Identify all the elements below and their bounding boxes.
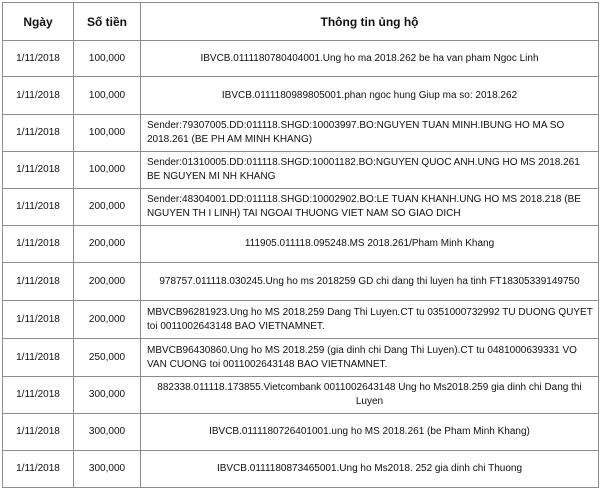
row-info: IBVCB.0111180989805001.phan ngoc hung Giup ma so: 2018.262 (141, 77, 599, 115)
row-amount: 100,000 (74, 77, 141, 115)
table-row (3, 226, 599, 263)
row-date: 1/11/2018 (3, 189, 74, 226)
row-amount: 100,000 (74, 41, 141, 77)
row-info: MBVCB96281923.Ung ho MS 2018.259 Dang Thi Luyen.CT tu 0351000732992 TU DUONG QUYET toi 0011002643148 BAO VIETNAMNET. (141, 301, 599, 339)
row-amount: 100,000 (74, 152, 141, 189)
row-info: Sender:79307005.DD:011118.SHGD:10003997.BO:NGUYEN TUAN MINH.IBUNG HO MA SO 2018.261 (BE PH AM MINH KHANG) (141, 115, 599, 152)
row-amount: 300,000 (74, 377, 141, 414)
table-row (3, 152, 599, 189)
row-date: 1/11/2018 (3, 451, 74, 488)
row-date: 1/11/2018 (3, 377, 74, 414)
row-date: 1/11/2018 (3, 115, 74, 152)
table-row (3, 301, 599, 339)
table-row (3, 339, 599, 377)
table-header-row (3, 3, 599, 41)
row-date: 1/11/2018 (3, 41, 74, 77)
row-info: 978757.011118.030245.Ung ho ms 2018259 GD chi dang thi luyen ha tinh FT18305339149750 (141, 263, 599, 301)
header-date: Ngày (3, 3, 74, 41)
row-amount: 200,000 (74, 226, 141, 263)
row-info: 111905.011118.095248.MS 2018.261/Pham Minh Khang (141, 226, 599, 263)
row-amount: 100,000 (74, 115, 141, 152)
row-date: 1/11/2018 (3, 152, 74, 189)
table-row (3, 377, 599, 414)
row-date: 1/11/2018 (3, 226, 74, 263)
table-row (3, 263, 599, 301)
header-info: Thông tin ủng hộ (141, 3, 599, 41)
row-info: IBVCB.0111180726401001.ung ho MS 2018.261 (be Pham Minh Khang) (141, 414, 599, 451)
donation-table (2, 2, 599, 488)
row-amount: 200,000 (74, 301, 141, 339)
row-amount: 250,000 (74, 339, 141, 377)
row-amount: 200,000 (74, 263, 141, 301)
row-info: IBVCB.0111180780404001.Ung ho ma 2018.262 be ha van pham Ngoc Linh (141, 41, 599, 77)
table-row (3, 451, 599, 488)
table-row (3, 41, 599, 77)
table-row (3, 77, 599, 115)
row-info: Sender:48304001.DD:011118.SHGD:10002902.BO:LE TUAN KHANH.UNG HO MS 2018.218 (BE NGUYEN TH I LINH) TAI NGOAI THUONG VIET NAM SO GIAO DICH (141, 189, 599, 226)
row-amount: 300,000 (74, 451, 141, 488)
row-amount: 300,000 (74, 414, 141, 451)
row-amount: 200,000 (74, 189, 141, 226)
header-amount: Số tiền (74, 3, 141, 41)
table-row (3, 414, 599, 451)
row-info: IBVCB.0111180873465001.Ung ho Ms2018. 252 gia dinh chi Thuong (141, 451, 599, 488)
row-date: 1/11/2018 (3, 77, 74, 115)
row-info: MBVCB96430860.Ung ho MS 2018.259 (gia dinh chi Dang Thi Luyen).CT tu 0481000639331 VO VAN CUONG toi 0011002643148 BAO VIETNAMNET. (141, 339, 599, 377)
row-date: 1/11/2018 (3, 301, 74, 339)
table-row (3, 115, 599, 152)
row-info: Sender:01310005.DD:011118.SHGD:10001182.BO:NGUYEN QUOC ANH.UNG HO MS 2018.261 BE NGUYEN MI NH KHANG (141, 152, 599, 189)
table-row (3, 189, 599, 226)
row-date: 1/11/2018 (3, 414, 74, 451)
row-info: 882338.011118.173855.Vietcombank 0011002643148 Ung ho Ms2018.259 gia dinh chi Dang thi Luyen (141, 377, 599, 414)
row-date: 1/11/2018 (3, 263, 74, 301)
row-date: 1/11/2018 (3, 339, 74, 377)
